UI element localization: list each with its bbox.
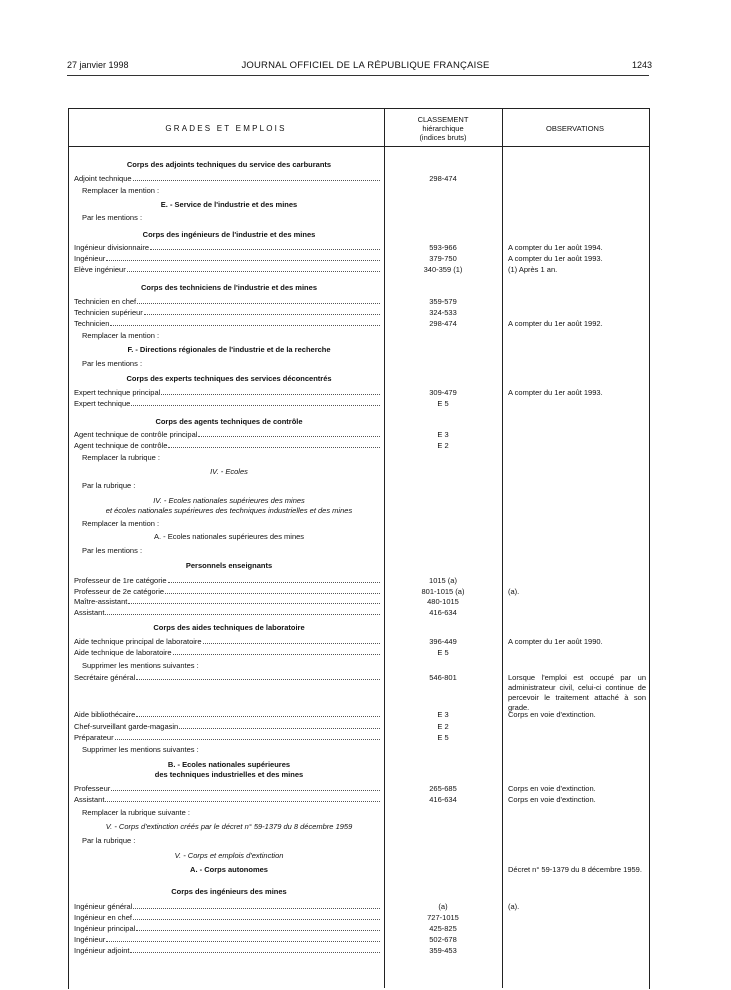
observation: Décret n° 59-1379 du 8 décembre 1959. bbox=[508, 865, 642, 874]
page-number: 1243 bbox=[631, 60, 652, 70]
section-heading: Personnels enseignants bbox=[185, 561, 273, 570]
grade-text: Professeur de 2e catégorie bbox=[74, 587, 165, 596]
dot-leader bbox=[111, 789, 380, 791]
index-value: 425-825 bbox=[429, 924, 457, 933]
index-value: 359-579 bbox=[429, 297, 457, 306]
observation: (a). bbox=[508, 902, 520, 911]
dot-leader bbox=[127, 270, 380, 272]
observation: (1) Après 1 an. bbox=[508, 265, 558, 274]
grade-label bbox=[74, 795, 380, 805]
grade-label bbox=[74, 597, 380, 607]
index-value: 340-359 (1) bbox=[423, 265, 463, 274]
dot-leader bbox=[133, 907, 380, 909]
grade-text: Ingénieur divisionnaire bbox=[74, 243, 150, 252]
dot-leader bbox=[115, 738, 380, 740]
rubric-title: V. - Corps d'extinction créés par le décret n° 59-1379 du 8 décembre 1959 bbox=[105, 822, 353, 831]
observation: Corps en voie d'extinction. bbox=[508, 784, 596, 793]
grade-text: Expert technique bbox=[74, 399, 131, 408]
index-value: E 5 bbox=[437, 399, 449, 408]
grade-text: Ingénieur adjoint bbox=[74, 946, 130, 955]
grade-text: Aide bibliothécaire bbox=[74, 710, 136, 719]
index-value: 1015 (a) bbox=[429, 576, 457, 585]
header-rule bbox=[67, 75, 649, 76]
dot-leader bbox=[168, 446, 380, 448]
section-heading: Corps des techniciens de l'industrie et des mines bbox=[140, 283, 317, 292]
column-header-classement bbox=[384, 115, 502, 142]
grade-label bbox=[74, 608, 380, 618]
dot-leader bbox=[110, 324, 380, 326]
grade-text: Ingénieur en chef bbox=[74, 913, 132, 922]
header-divider bbox=[68, 146, 649, 147]
index-value: E 3 bbox=[437, 430, 449, 439]
instruction-note: Par les mentions : bbox=[82, 359, 143, 368]
grade-text: Ingénieur bbox=[74, 935, 106, 944]
index-value: E 3 bbox=[437, 710, 449, 719]
grade-label bbox=[74, 710, 380, 720]
instruction-note: Remplacer la mention : bbox=[82, 186, 160, 195]
instruction-note: Supprimer les mentions suivantes : bbox=[82, 745, 199, 754]
dot-leader bbox=[179, 727, 380, 729]
grade-label bbox=[74, 441, 380, 451]
grade-text: Elève ingénieur bbox=[74, 265, 126, 274]
grade-label bbox=[74, 902, 380, 912]
dot-leader bbox=[106, 259, 380, 261]
grade-label bbox=[74, 319, 380, 329]
grade-text: Technicien en chef bbox=[74, 297, 137, 306]
observation: A compter du 1er août 1993. bbox=[508, 388, 603, 397]
section-heading: Corps des ingénieurs de l'industrie et des mines bbox=[142, 230, 316, 239]
dot-leader bbox=[105, 613, 380, 615]
instruction-note: Par les mentions : bbox=[82, 213, 143, 222]
grade-label bbox=[74, 913, 380, 923]
grade-label bbox=[74, 430, 380, 440]
grade-text: Maître-assistant bbox=[74, 597, 128, 606]
observation: A compter du 1er août 1993. bbox=[508, 254, 603, 263]
grade-text: Aide technique de laboratoire bbox=[74, 648, 172, 657]
grade-label bbox=[74, 935, 380, 945]
grade-text: Assistant bbox=[74, 795, 105, 804]
classement-line1: CLASSEMENT bbox=[417, 115, 469, 124]
section-heading: B. - Ecoles nationales supérieures bbox=[167, 760, 291, 769]
index-value: E 5 bbox=[437, 648, 449, 657]
classement-line3: (indices bruts) bbox=[419, 133, 467, 142]
observation: A compter du 1er août 1992. bbox=[508, 319, 603, 328]
dot-leader bbox=[165, 592, 380, 594]
dot-leader bbox=[137, 302, 380, 304]
index-value: 480-1015 bbox=[427, 597, 459, 606]
grade-label bbox=[74, 174, 380, 184]
instruction-note: Remplacer la rubrique suivante : bbox=[82, 808, 190, 817]
index-value: 265-685 bbox=[429, 784, 457, 793]
index-value: 416-634 bbox=[429, 608, 457, 617]
grade-label bbox=[74, 399, 380, 409]
dot-leader bbox=[130, 951, 380, 953]
grade-label bbox=[74, 576, 380, 586]
index-value: 324-533 bbox=[429, 308, 457, 317]
classement-line2: hiérarchique bbox=[422, 124, 464, 133]
grade-label bbox=[74, 733, 380, 743]
instruction-note: Remplacer la mention : bbox=[82, 331, 160, 340]
grade-text: Aide technique principal de laboratoire bbox=[74, 637, 202, 646]
journal-title: JOURNAL OFFICIEL DE LA RÉPUBLIQUE FRANÇAISE bbox=[241, 60, 490, 71]
grade-text: Chef-surveillant garde-magasin bbox=[74, 722, 179, 731]
observation: Corps en voie d'extinction. bbox=[508, 795, 596, 804]
dot-leader bbox=[131, 404, 380, 406]
grade-label bbox=[74, 784, 380, 794]
grade-label bbox=[74, 308, 380, 318]
observation: (a). bbox=[508, 587, 520, 596]
section-heading: Corps des aides techniques de laboratoire bbox=[153, 623, 305, 632]
grade-label bbox=[74, 297, 380, 307]
grade-label bbox=[74, 243, 380, 253]
grade-text: Agent technique de contrôle bbox=[74, 441, 168, 450]
grade-text: Ingénieur principal bbox=[74, 924, 136, 933]
dot-leader bbox=[106, 940, 380, 942]
index-value: 727-1015 bbox=[427, 913, 459, 922]
grade-text: Agent technique de contrôle principal bbox=[74, 430, 198, 439]
grade-text: Ingénieur bbox=[74, 254, 106, 263]
section-heading: Corps des experts techniques des services déconcentrés bbox=[126, 374, 332, 383]
page-date: 27 janvier 1998 bbox=[67, 60, 129, 70]
rubric-title: A. - Ecoles nationales supérieures des mines bbox=[153, 532, 305, 541]
dot-leader bbox=[128, 602, 380, 604]
grade-text: Professeur de 1re catégorie bbox=[74, 576, 167, 585]
dot-leader bbox=[136, 678, 380, 680]
grade-text: Professeur bbox=[74, 784, 111, 793]
dot-leader bbox=[150, 248, 380, 250]
section-heading: des techniques industrielles et des mines bbox=[154, 770, 304, 779]
column-header-grades: GRADES ET EMPLOIS bbox=[165, 124, 287, 133]
grade-label bbox=[74, 924, 380, 934]
index-value: 298-474 bbox=[429, 319, 457, 328]
instruction-note: Par la rubrique : bbox=[82, 481, 136, 490]
dot-leader bbox=[105, 800, 380, 802]
observation: A compter du 1er août 1994. bbox=[508, 243, 603, 252]
rubric-title: V. - Corps et emplois d'extinction bbox=[174, 851, 284, 860]
index-value: E 2 bbox=[437, 722, 449, 731]
instruction-note: Par les mentions : bbox=[82, 546, 143, 555]
rubric-title: et écoles nationales supérieures des techniques industrielles et des mines bbox=[105, 506, 353, 515]
section-heading: A. - Corps autonomes bbox=[190, 865, 268, 874]
grade-label bbox=[74, 673, 380, 683]
column-divider-2 bbox=[502, 108, 503, 988]
dot-leader bbox=[133, 179, 380, 181]
grade-text: Technicien supérieur bbox=[74, 308, 143, 317]
grade-text: Assistant bbox=[74, 608, 105, 617]
dot-leader bbox=[133, 918, 380, 920]
column-divider-1 bbox=[384, 108, 385, 988]
grade-text: Préparateur bbox=[74, 733, 114, 742]
column-header-observations: OBSERVATIONS bbox=[546, 124, 604, 133]
index-value: E 2 bbox=[437, 441, 449, 450]
grade-label bbox=[74, 265, 380, 275]
dot-leader bbox=[136, 929, 380, 931]
index-value: 801-1015 (a) bbox=[421, 587, 465, 596]
dot-leader bbox=[161, 393, 380, 395]
grade-text: Technicien bbox=[74, 319, 110, 328]
grade-text: Expert technique principal bbox=[74, 388, 161, 397]
dot-leader bbox=[203, 642, 380, 644]
instruction-note: Remplacer la rubrique : bbox=[82, 453, 160, 462]
index-value: 546-801 bbox=[429, 673, 457, 682]
dot-leader bbox=[136, 715, 380, 717]
grade-label bbox=[74, 648, 380, 658]
index-value: 359-453 bbox=[429, 946, 457, 955]
grade-label bbox=[74, 254, 380, 264]
index-value: E 5 bbox=[437, 733, 449, 742]
index-value: 309-479 bbox=[429, 388, 457, 397]
grade-label bbox=[74, 722, 380, 732]
section-heading: Corps des adjoints techniques du service des carburants bbox=[126, 160, 332, 169]
rubric-title: IV. - Ecoles bbox=[210, 467, 248, 476]
instruction-note: Supprimer les mentions suivantes : bbox=[82, 661, 199, 670]
section-heading: Corps des agents techniques de contrôle bbox=[155, 417, 303, 426]
index-value: 502-678 bbox=[429, 935, 457, 944]
dot-leader bbox=[168, 581, 380, 583]
observation: Lorsque l'emploi est occupé par un administrateur civil, celui-ci continue de percevoir le traitement attaché à son grade. bbox=[508, 673, 646, 712]
section-heading: E. - Service de l'industrie et des mines bbox=[160, 200, 298, 209]
index-value: (a) bbox=[438, 902, 448, 911]
index-value: 396-449 bbox=[429, 637, 457, 646]
index-value: 298-474 bbox=[429, 174, 457, 183]
dot-leader bbox=[173, 653, 380, 655]
grade-text: Secrétaire général bbox=[74, 673, 136, 682]
instruction-note: Par la rubrique : bbox=[82, 836, 136, 845]
index-value: 379-750 bbox=[429, 254, 457, 263]
index-value: 416-634 bbox=[429, 795, 457, 804]
grade-label bbox=[74, 637, 380, 647]
dot-leader bbox=[198, 435, 380, 437]
grade-label bbox=[74, 946, 380, 956]
grade-label bbox=[74, 388, 380, 398]
observation: Corps en voie d'extinction. bbox=[508, 710, 596, 719]
instruction-note: Remplacer la mention : bbox=[82, 519, 160, 528]
index-value: 593-966 bbox=[429, 243, 457, 252]
rubric-title: IV. - Ecoles nationales supérieures des mines bbox=[153, 496, 305, 505]
section-heading: Corps des ingénieurs des mines bbox=[171, 887, 287, 896]
grade-label bbox=[74, 587, 380, 597]
dot-leader bbox=[144, 313, 380, 315]
grade-text: Ingénieur général bbox=[74, 902, 133, 911]
observation: A compter du 1er août 1990. bbox=[508, 637, 603, 646]
grade-text: Adjoint technique bbox=[74, 174, 132, 183]
section-heading: F. - Directions régionales de l'industrie et de la recherche bbox=[127, 345, 331, 354]
